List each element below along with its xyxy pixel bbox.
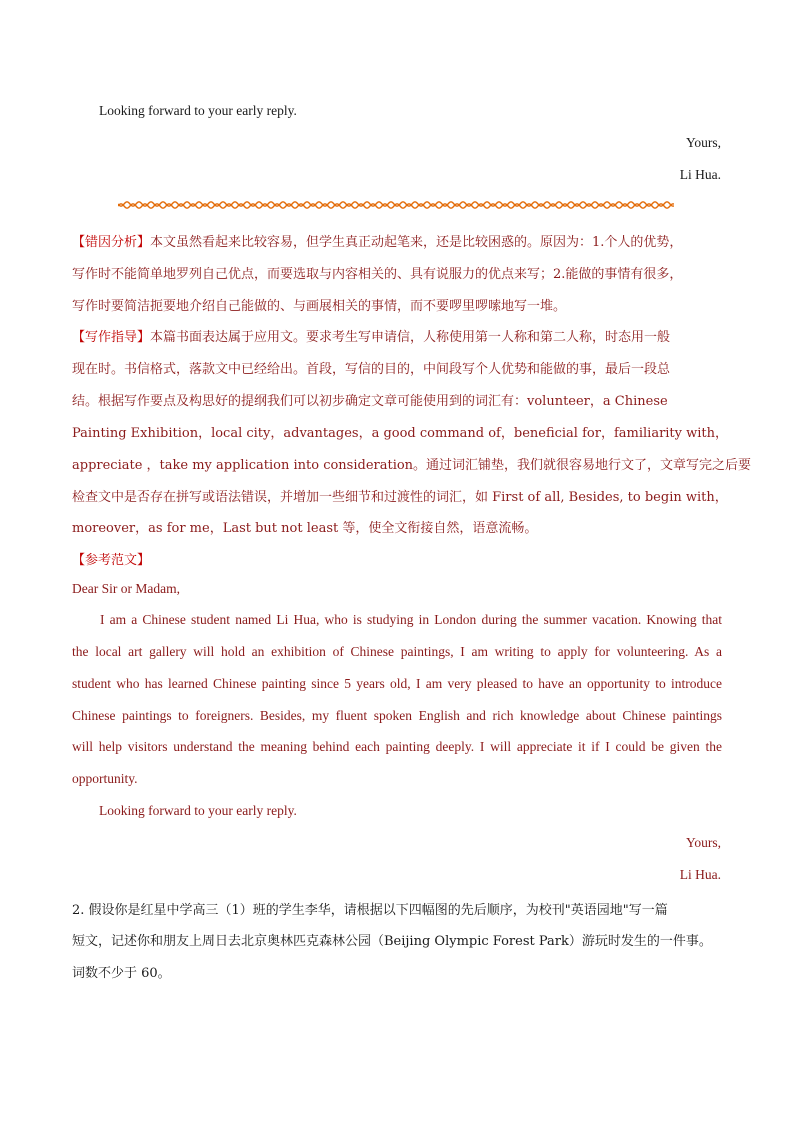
guidance-line-7: moreover，as for me，Last but not least 等，使全文衔接自然，语意流畅。 <box>72 521 538 536</box>
sample-body-line-3: student who has learned Chinese painting since 5 years old, I am very pleased to have an opportunity to introduce <box>72 676 722 691</box>
guidance-line-5: appreciate ，take my application into consideration。通过词汇铺垫，我们就很容易地行文了，文章写完之后要 <box>72 458 752 473</box>
analysis-text-1: 本文虽然看起来比较容易，但学生真正动起笔来，还是比较困惑的。原因为：1.个人的优势， <box>150 235 683 250</box>
analysis-line-3: 写作时要简洁扼要地介绍自己能做的、与画展相关的事情，而不要啰里啰嗦地写一堆。 <box>72 299 567 314</box>
sample-body-line-2: the local art gallery will hold an exhibition of Chinese paintings, I am writing to apply for volunteering. As a <box>72 644 722 659</box>
guidance-line-1 <box>72 326 670 345</box>
sample-body-line-5: will help visitors understand the meaning behind each painting deeply. I will appreciate it if I could be given the <box>72 739 722 754</box>
guidance-line-6: 检查文中是否存在拼写或语法错误，并增加一些细节和过渡性的词汇，如 First of all, Besides, to begin with， <box>72 490 728 505</box>
guidance-text-1: 本篇书面表达属于应用文。要求考生写申请信，人称使用第一人称和第二人称，时态用一般 <box>150 330 671 345</box>
sample-body-line-6: opportunity. <box>72 771 138 786</box>
sample-signature: Li Hua. <box>679 867 721 882</box>
guidance-line-4: Painting Exhibition，local city，advantages，a good command of，beneficial for，familiarity with， <box>72 426 729 441</box>
analysis-tag: 【错因分析】 <box>72 235 151 250</box>
top-signature: Li Hua. <box>679 167 721 182</box>
sample-yours: Yours, <box>685 835 721 850</box>
question2-line-2: 短文，记述你和朋友上周日去北京奥林匹克森林公园（Beijing Olympic Forest Park）游玩时发生的一件事。 <box>72 934 712 949</box>
analysis-line-2: 写作时不能简单地罗列自己优点，而要选取与内容相关的、具有说服力的优点来写；2.能做的事情有很多， <box>72 267 683 282</box>
guidance-line-3: 结。根据写作要点及构思好的提纲我们可以初步确定文章可能使用到的词汇有：volunteer，a Chinese <box>72 394 668 409</box>
sample-closing-line: Looking forward to your early reply. <box>99 803 297 818</box>
sample-tag: 【参考范文】 <box>72 553 151 568</box>
question2-line-1: 2. 假设你是红星中学高三（1）班的学生李华，请根据以下四幅图的先后顺序，为校刊"英语园地"写一篇 <box>72 903 668 918</box>
wavy-divider <box>118 198 674 212</box>
analysis-line-1 <box>72 231 682 250</box>
top-closing-line: Looking forward to your early reply. <box>99 103 297 118</box>
question2-line-3: 词数不少于 60。 <box>72 966 171 981</box>
top-yours: Yours, <box>685 135 721 150</box>
sample-body-line-4: Chinese paintings to foreigners. Besides, my fluent spoken English and rich knowledge about Chinese paintings <box>72 708 722 723</box>
guidance-line-2: 现在时。书信格式，落款文中已经给出。首段，写信的目的，中间段写个人优势和能做的事，最后一段总 <box>72 362 671 377</box>
sample-body-line-1: I am a Chinese student named Li Hua, who is studying in London during the summer vacation. Knowing that <box>100 612 722 627</box>
guidance-tag: 【写作指导】 <box>72 330 151 345</box>
sample-greeting: Dear Sir or Madam, <box>72 581 180 596</box>
